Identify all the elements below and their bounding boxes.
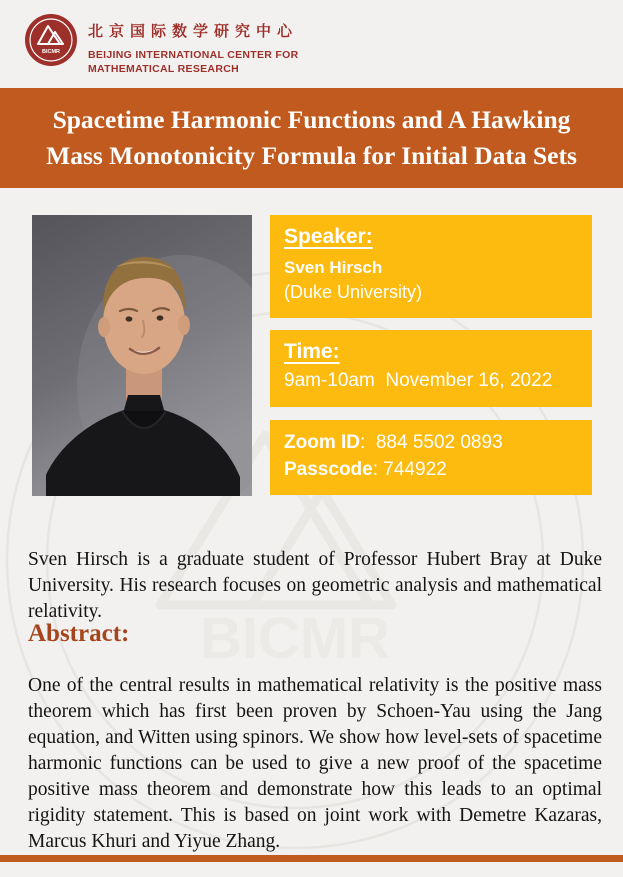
zoom-box [270,420,592,495]
zoom-id-label: Zoom ID [284,432,360,453]
speaker-affiliation: (Duke University) [284,282,423,302]
speaker-name: Sven Hirsch [284,258,383,277]
talk-title-line2: Mass Monotonicity Formula for Initial Data Sets [46,141,577,170]
speaker-bio: Sven Hirsch is a graduate student of Professor Hubert Bray at Duke University. His research focuses on geometric analysis and mathematical relativity. [28,548,602,622]
org-name-english [88,48,298,76]
org-name-block [88,20,298,76]
watermark-text: BICMR [199,606,391,671]
zoom-id-value: 884 5502 0893 [375,432,503,453]
time-label: Time: [284,340,340,363]
org-name-english-line2: MATHEMATICAL RESEARCH [88,63,239,75]
bicmr-logo [24,13,78,67]
footer-rule [0,855,623,862]
org-name-chinese: 北京国际数学研究中心 [88,23,299,40]
org-name-english-line1: BEIJING INTERNATIONAL CENTER FOR [88,49,299,61]
speaker-label: Speaker: [284,225,373,248]
abstract-text: One of the central results in mathematical relativity is the positive mass theorem which has first been proven by Schoen-Yau using the Jang equation, and Witten using spinors. We show how level-sets of spacetime harmonic functions can be used to give a new proof of the spacetime positive mass theorem and demonstrate how this leads to an optimal rigidity statement. This is based on joint work with Demetre Kazaras, Marcus Khuri and Yiyue Zhang. [28,674,602,852]
header [0,0,623,88]
passcode-value: 744922 [383,459,447,480]
zoom-id-line [284,429,582,456]
speaker-box [270,215,592,318]
speaker-photo [32,215,252,496]
time-box [270,330,592,407]
passcode-colon: : [372,459,384,480]
zoom-id-colon: : [360,432,376,453]
talk-title-line1: Spacetime Harmonic Functions and A Hawking [52,105,571,134]
title-banner [0,88,623,188]
abstract-heading: Abstract: [28,620,130,647]
passcode-label: Passcode [284,459,373,480]
logo-text: BICMR [41,49,61,55]
time-value: 9am-10am November 16, 2022 [284,370,553,391]
passcode-line [284,456,582,483]
